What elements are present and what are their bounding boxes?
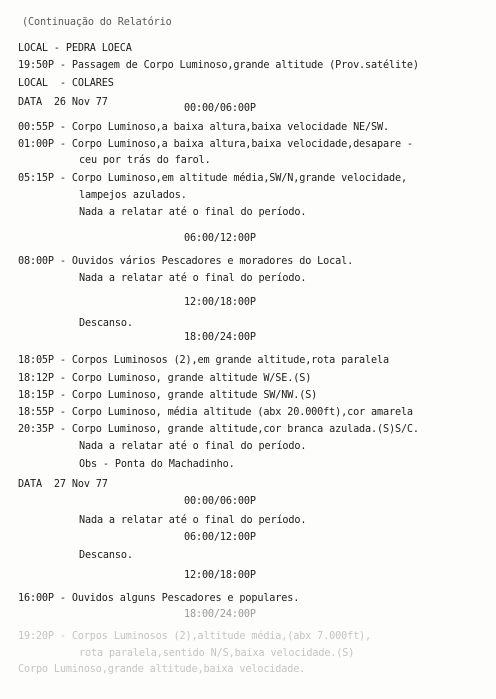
event-line: 16:00P - Ouvidos alguns Pescadores e populares. bbox=[18, 593, 300, 604]
event-line: 20:35P - Corpo Luminoso, grande altitude,cor branca azulada.(S)S/C. bbox=[18, 424, 419, 435]
period-heading: 12:00/18:00P bbox=[184, 570, 256, 581]
event-line: 18:55P - Corpo Luminoso, média altitude (abx 20.000ft),cor amarela bbox=[18, 407, 413, 418]
event-line: 00:55P - Corpo Luminoso,a baixa altura,baixa velocidade NE/SW. bbox=[18, 122, 389, 133]
location-line: LOCAL - COLARES bbox=[18, 78, 114, 89]
nothing-to-report: Nada a relatar até o final do período. bbox=[79, 515, 307, 526]
period-heading: 18:00/24:00P bbox=[184, 332, 256, 343]
period-heading: 12:00/18:00P bbox=[184, 297, 256, 308]
period-heading: 06:00/12:00P bbox=[184, 532, 256, 543]
event-line: 18:12P - Corpo Luminoso, grande altitude W/SE.(S) bbox=[18, 373, 312, 384]
event-line: 19:50P - Passagem de Corpo Luminoso,grande altitude (Prov.satélite) bbox=[18, 60, 419, 71]
event-line: 05:15P - Corpo Luminoso,em altitude média,SW/N,grande velocidade, bbox=[18, 173, 407, 184]
event-line: 01:00P - Corpo Luminoso,a baixa altura,baixa velocidade,desapare - bbox=[18, 139, 413, 150]
date-line: DATA 26 Nov 77 bbox=[18, 97, 108, 108]
nothing-to-report: Nada a relatar até o final do período. bbox=[79, 207, 307, 218]
period-heading: 18:00/24:00P bbox=[184, 609, 256, 620]
report-header: (Continuação do Relatório bbox=[22, 17, 172, 28]
event-continuation: ceu por trás do farol. bbox=[79, 155, 211, 166]
event-continuation: lampejos azulados. bbox=[79, 190, 187, 201]
nothing-to-report: Nada a relatar até o final do período. bbox=[79, 441, 307, 452]
period-heading: 06:00/12:00P bbox=[184, 233, 256, 244]
event-line: 18:15P - Corpo Luminoso, grande altitude SW/NW.(S) bbox=[18, 390, 318, 401]
faded-event-continuation: rota paralela,sentido N/S,baixa velocidade.(S) bbox=[79, 648, 355, 659]
event-line: 08:00P - Ouvidos vários Pescadores e moradores do Local. bbox=[18, 256, 354, 267]
period-heading: 00:00/06:00P bbox=[184, 103, 256, 114]
faded-event-line: 19:20P - Corpos Luminosos (2),altitude média,(abx 7.000ft), bbox=[18, 631, 372, 642]
observation-line: Obs - Ponta do Machadinho. bbox=[79, 459, 235, 470]
rest-line: Descanso. bbox=[79, 318, 133, 329]
period-heading: 00:00/06:00P bbox=[184, 496, 256, 507]
date-line: DATA 27 Nov 77 bbox=[18, 479, 108, 490]
faded-event-line: Corpo Luminoso,grande altitude,baixa velocidade. bbox=[18, 664, 306, 675]
event-line: 18:05P - Corpos Luminosos (2),em grande altitude,rota paralela bbox=[18, 355, 389, 366]
rest-line: Descanso. bbox=[79, 550, 133, 561]
location-line: LOCAL - PEDRA LOECA bbox=[18, 43, 132, 54]
nothing-to-report: Nada a relatar até o final do período. bbox=[79, 273, 307, 284]
